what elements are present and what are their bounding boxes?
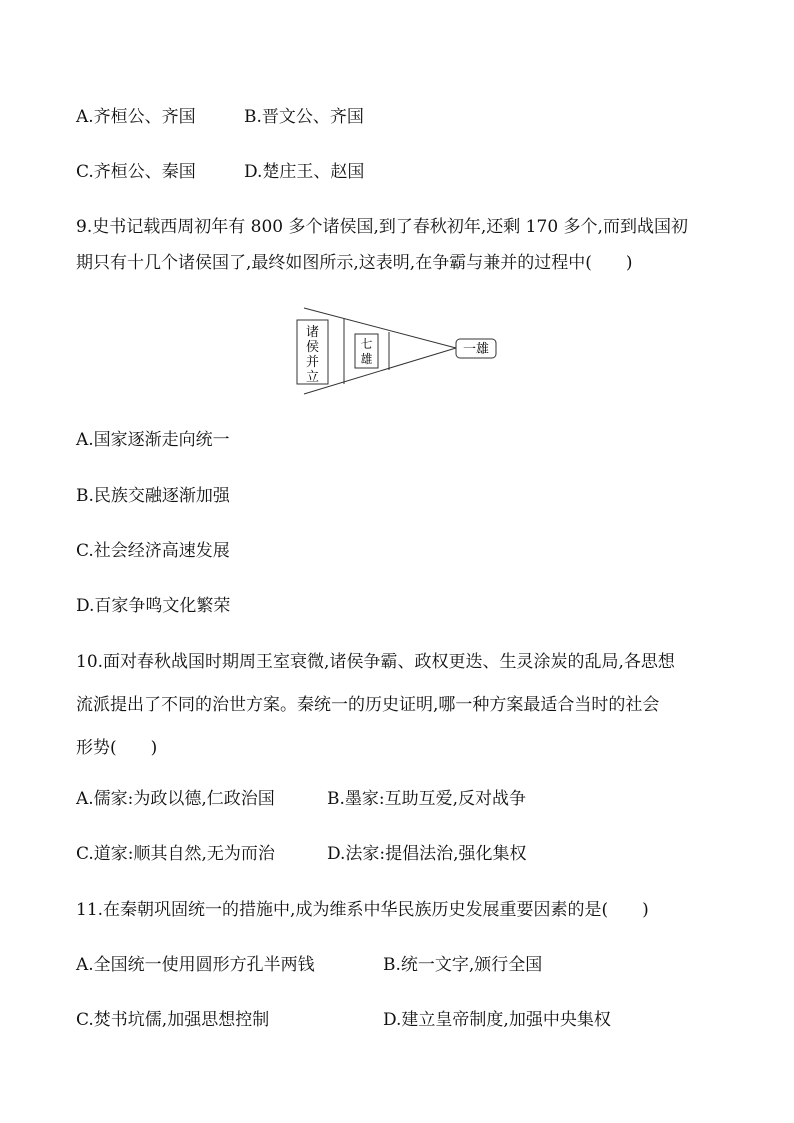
stage-seven-char-2: 雄 — [360, 352, 373, 366]
q11-option-a: A.全国统一使用圆形方孔半两钱 — [76, 955, 315, 975]
stage-vassals-char-1: 诸 — [305, 325, 320, 340]
unification-funnel-diagram — [296, 306, 502, 396]
q8-option-d: D.楚庄王、赵国 — [244, 162, 365, 182]
q11-option-b: B.统一文字,颁行全国 — [383, 955, 543, 975]
stage-vassals-char-3: 并 — [305, 355, 320, 370]
q11-option-d: D.建立皇帝制度,加强中央集权 — [383, 1010, 611, 1030]
q10-stem-line-2: 流派提出了不同的治世方案。秦统一的历史证明,哪一种方案最适合当时的社会 — [76, 695, 660, 715]
q8-option-a: A.齐桓公、齐国 — [76, 107, 196, 127]
q10-option-b: B.墨家:互助互爱,反对战争 — [327, 789, 527, 809]
stage-one-power-label: 一雄 — [462, 342, 490, 357]
q10-option-a: A.儒家:为政以德,仁政治国 — [76, 789, 275, 809]
q9-option-a: A.国家逐渐走向统一 — [76, 430, 230, 450]
q9-option-c: C.社会经济高速发展 — [76, 541, 230, 561]
q11-option-c: C.焚书坑儒,加强思想控制 — [76, 1010, 270, 1030]
q8-option-b: B.晋文公、齐国 — [244, 107, 364, 127]
q11-stem: 11.在秦朝巩固统一的措施中,成为维系中华民族历史发展重要因素的是( ) — [76, 900, 649, 920]
q9-stem-line-1: 9.史书记载西周初年有 800 多个诸侯国,到了春秋初年,还剩 170 多个,而到战国初 — [76, 217, 688, 237]
q9-option-d: D.百家争鸣文化繁荣 — [76, 596, 231, 616]
stage-vassals-char-4: 立 — [305, 370, 320, 385]
stage-vassals-char-2: 侯 — [305, 340, 320, 355]
q9-stem — [76, 215, 726, 275]
stage-seven-char-1: 七 — [360, 337, 373, 351]
q8-option-c: C.齐桓公、秦国 — [76, 162, 196, 182]
q10-option-d: D.法家:提倡法治,强化集权 — [327, 844, 527, 864]
q10-stem-line-1: 10.面对春秋战国时期周王室衰微,诸侯争霸、政权更迭、生灵涂炭的乱局,各思想 — [76, 652, 675, 672]
q10-option-c: C.道家:顺其自然,无为而治 — [76, 844, 275, 864]
q10-stem — [76, 650, 726, 760]
q9-option-b: B.民族交融逐渐加强 — [76, 486, 230, 506]
q10-stem-line-3: 形势( ) — [76, 738, 158, 758]
q9-stem-line-2: 期只有十几个诸侯国了,最终如图所示,这表明,在争霸与兼并的过程中( ) — [76, 253, 633, 273]
